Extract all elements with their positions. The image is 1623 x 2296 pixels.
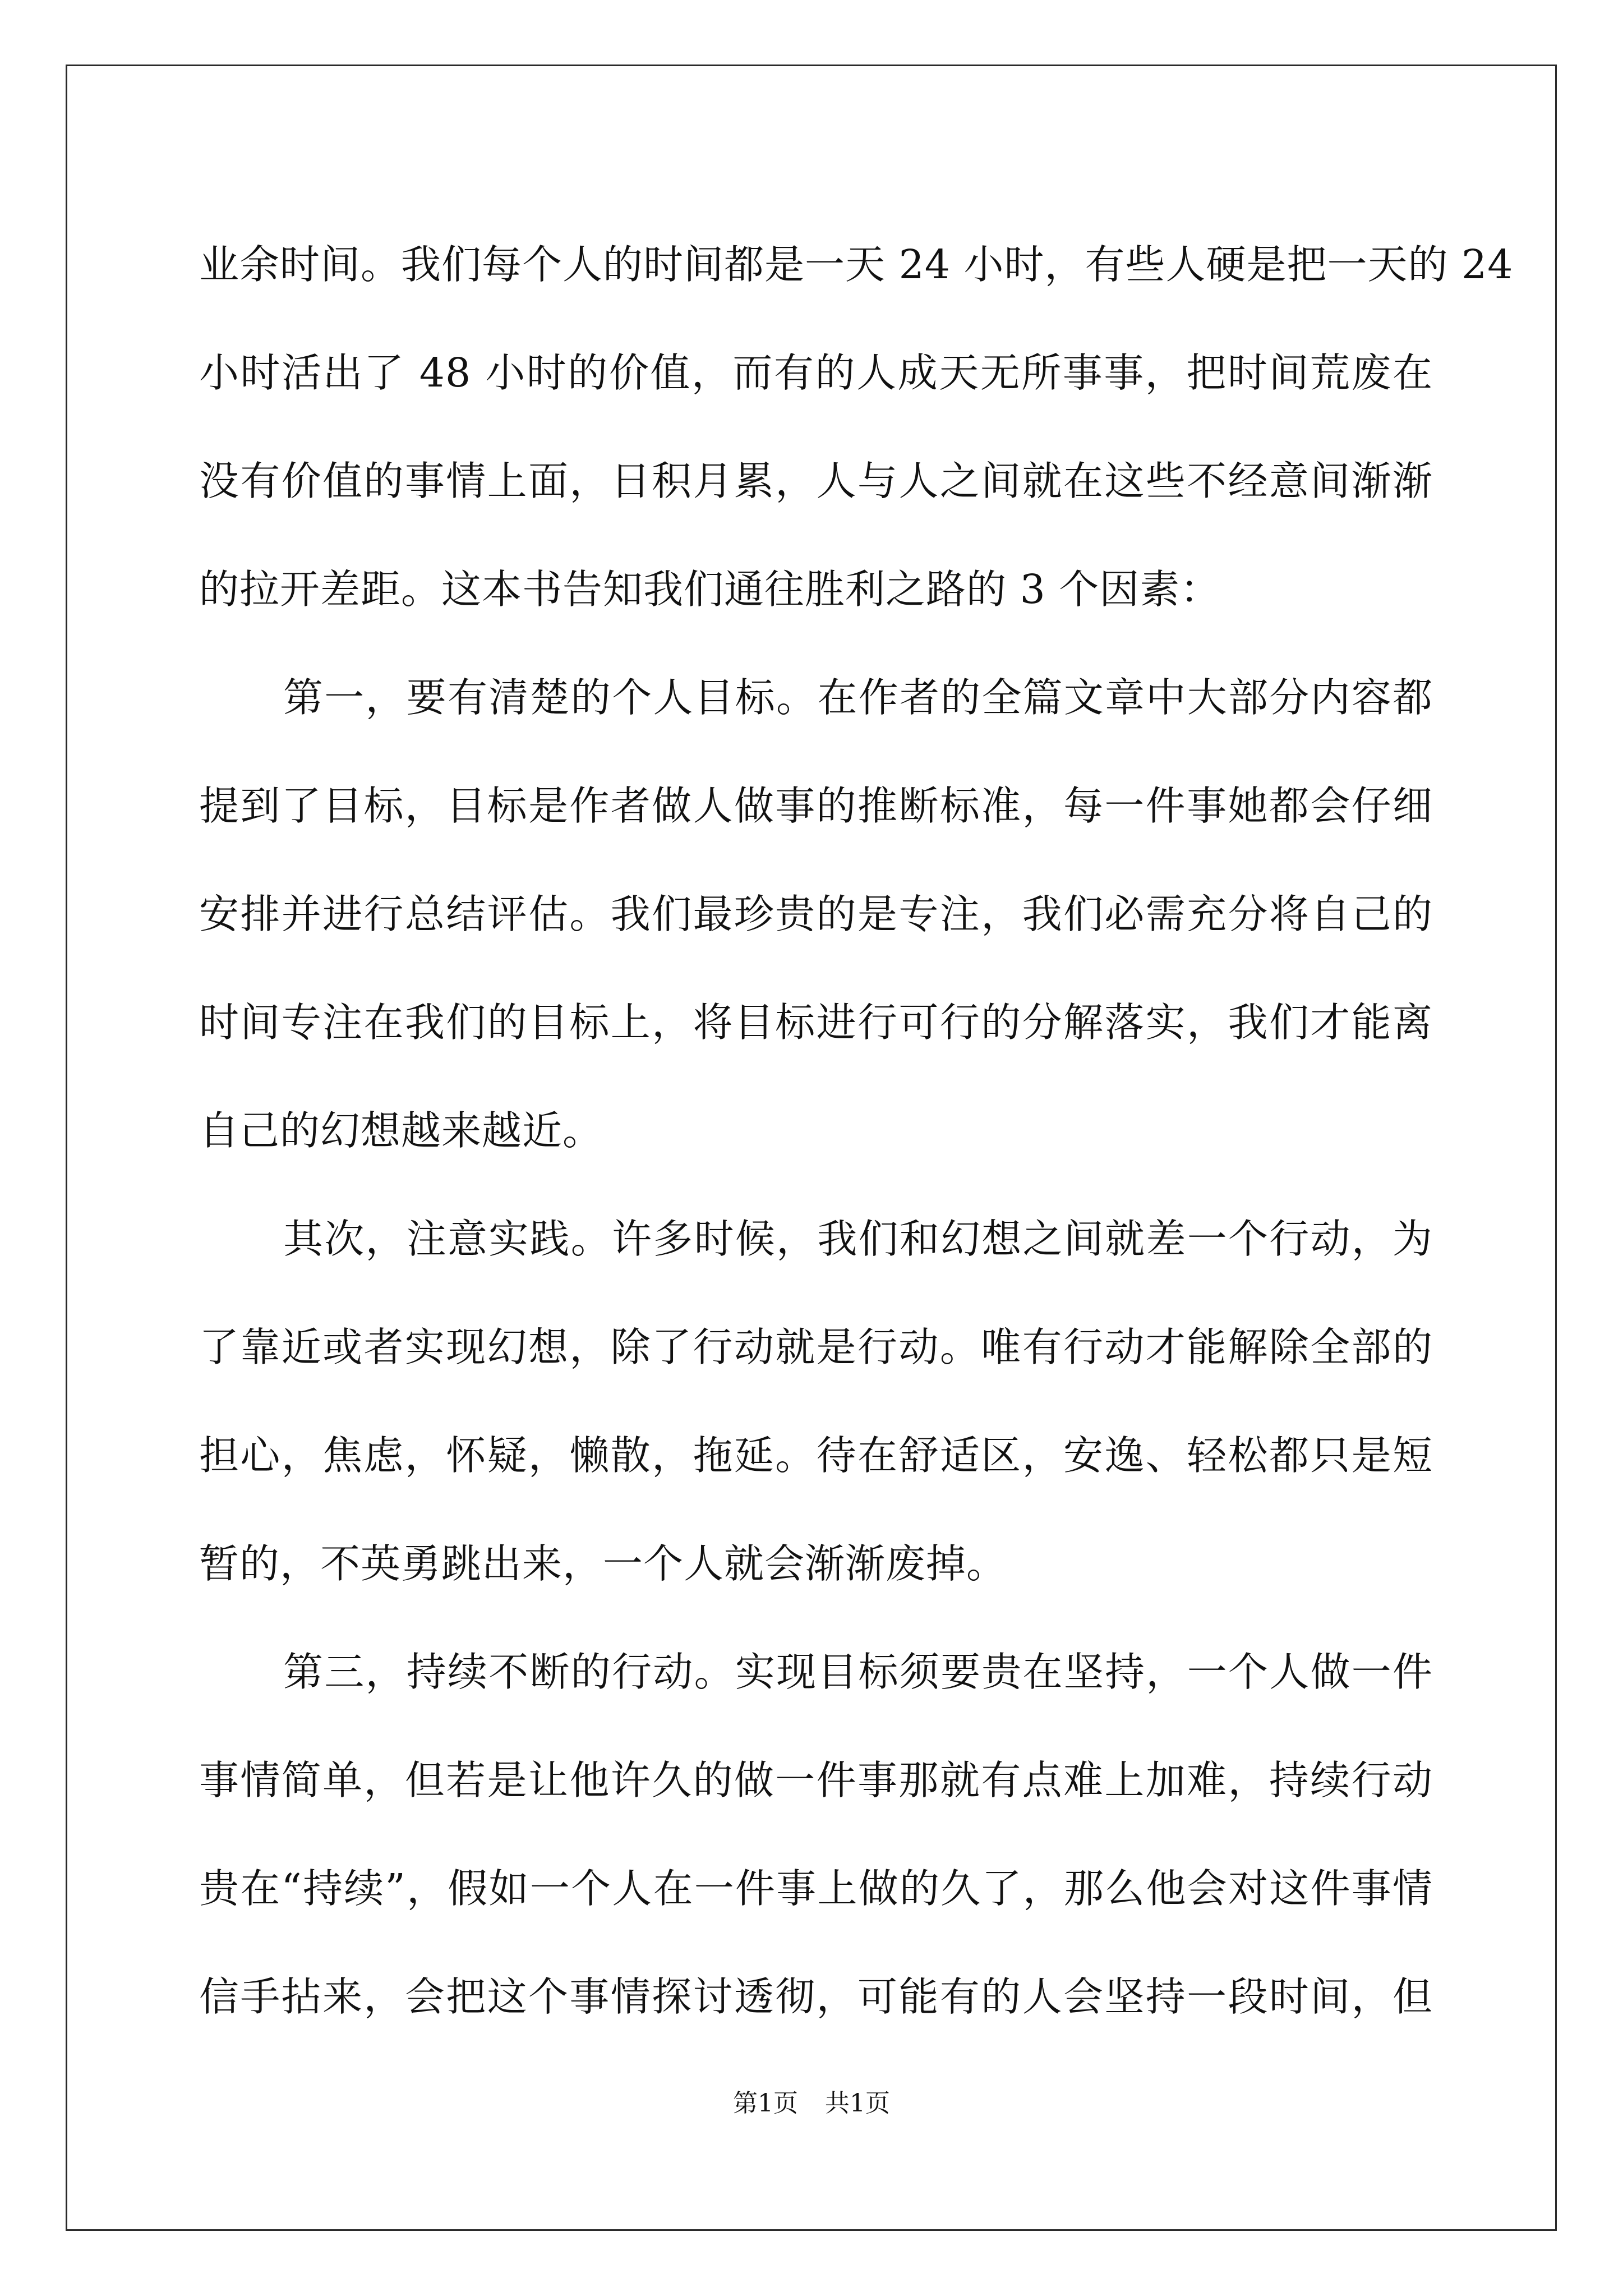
paragraph-line: 的拉开差距。这本书告知我们通往胜利之路的 3 个因素： <box>199 566 1221 613</box>
paragraph-line: 小时活出了 48 小时的价值，而有的人成天无所事事，把时间荒废在 <box>199 349 1433 396</box>
paragraph-line: 其次，注意实践。许多时候，我们和幻想之间就差一个行动，为 <box>283 1216 1433 1262</box>
paragraph-line: 没有价值的事情上面，日积月累，人与人之间就在这些不经意间渐渐 <box>199 458 1433 504</box>
paragraph-line: 第三，持续不断的行动。实现目标须要贵在坚持，一个人做一件 <box>283 1649 1433 1695</box>
page-number-current: 第1页 <box>733 2089 798 2118</box>
document-body <box>199 210 1514 2051</box>
paragraph-line: 第一，要有清楚的个人目标。在作者的全篇文章中大部分内容都 <box>283 674 1433 721</box>
paragraph-line: 了靠近或者实现幻想，除了行动就是行动。唯有行动才能解除全部的 <box>199 1324 1433 1370</box>
paragraph-line: 提到了目标，目标是作者做人做事的推断标准，每一件事她都会仔细 <box>199 783 1433 829</box>
paragraph-line: 自己的幻想越来越近。 <box>199 1107 603 1154</box>
paragraph-line: 时间专注在我们的目标上，将目标进行可行的分解落实，我们才能离 <box>199 999 1433 1046</box>
page-footer <box>0 2087 1623 2120</box>
paragraph-line: 事情简单，但若是让他许久的做一件事那就有点难上加难，持续行动 <box>199 1757 1433 1803</box>
paragraph-line: 贵在“持续”，假如一个人在一件事上做的久了，那么他会对这件事情 <box>199 1865 1433 1912</box>
paragraph-line: 安排并进行总结评估。我们最珍贵的是专注，我们必需充分将自己的 <box>199 891 1433 937</box>
page-number-total: 共1页 <box>825 2089 890 2118</box>
paragraph-line: 暂的，不英勇跳出来，一个人就会渐渐废掉。 <box>199 1540 1007 1587</box>
paragraph-line: 业余时间。我们每个人的时间都是一天 24 小时，有些人硬是把一天的 24 <box>199 241 1514 288</box>
paragraph-line: 信手拈来，会把这个事情探讨透彻，可能有的人会坚持一段时间，但 <box>199 1973 1433 2020</box>
paragraph-line: 担心，焦虑，怀疑，懒散，拖延。待在舒适区，安逸、轻松都只是短 <box>199 1432 1433 1479</box>
